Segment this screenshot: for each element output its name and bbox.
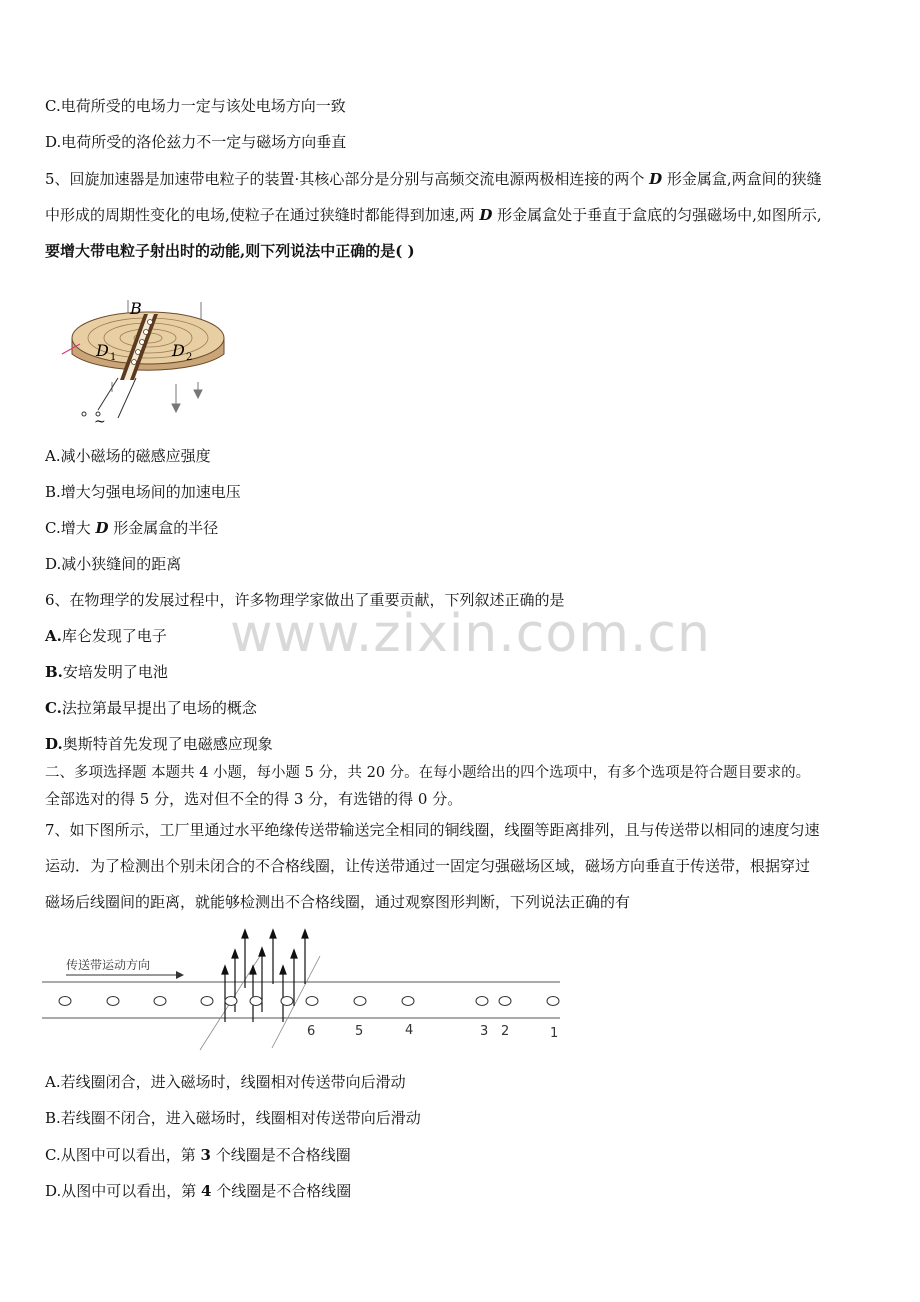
q5-stem-line1: [45, 169, 822, 189]
coil-label-4: 4: [405, 1023, 414, 1038]
q7-stem-line1: 7、如下图所示，工厂里通过水平绝缘传送带输送完全相同的铜线圈，线圈等距离排列，且与传送带以相同的速度匀速: [45, 821, 820, 839]
q4-option-d: D.电荷所受的洛伦兹力不一定与磁场方向垂直: [45, 133, 347, 151]
direction-label: 传送带运动方向: [66, 958, 151, 972]
q5-stem-line3: 要增大带电粒子射出时的动能,则下列说法中正确的是( ): [45, 242, 415, 260]
option-text: C.从图中可以看出，第: [45, 1146, 201, 1164]
section2-heading-line2: 全部选对的得 5 分，选对但不全的得 3 分，有选错的得 0 分。: [45, 790, 463, 808]
coil-label-6: 6: [307, 1024, 316, 1039]
section2-heading-line1: 二、多项选择题 本题共 4 小题，每小题 5 分，共 20 分。在每小题给出的四个选项中，有多个选项是符合题目要求的。: [45, 765, 811, 781]
q5-option-c: [45, 518, 218, 538]
d2-subscript: 2: [186, 352, 193, 363]
b-field-label: B: [130, 299, 142, 318]
option-text: D.从图中可以看出，第: [45, 1182, 202, 1200]
d2-label: D: [172, 341, 185, 360]
q5-italic-d: D: [649, 170, 663, 188]
option-text: 个线圈是不合格线圈: [210, 1146, 351, 1164]
q5-text: 形金属盒,两盒间的狭缝: [662, 170, 822, 188]
option-letter: C.: [45, 699, 62, 717]
option-text: 库仑发现了电子: [61, 627, 167, 645]
q5-italic-d: D: [479, 206, 493, 224]
q5-text: 中形成的周期性变化的电场,使粒子在通过狭缝时都能得到加速,两: [45, 206, 480, 224]
q6-option-d: [45, 734, 273, 754]
option-number: 4: [201, 1182, 212, 1200]
option-text: 个线圈是不合格线圈: [211, 1182, 352, 1200]
option-text: 法拉第最早提出了电场的概念: [61, 699, 257, 717]
option-number: 3: [200, 1146, 211, 1164]
option-text: 奥斯特首先发现了电磁感应现象: [62, 735, 273, 753]
coil-label-1: 1: [550, 1026, 559, 1041]
q7-option-a: A.若线圈闭合，进入磁场时，线圈相对传送带向后滑动: [45, 1073, 406, 1091]
d1-label: D: [96, 341, 109, 360]
q6-option-b: [45, 662, 168, 682]
q6-option-a: [45, 626, 167, 646]
q6-option-c: [45, 698, 257, 718]
watermark: www.zixin.com.cn: [230, 604, 711, 664]
q6-stem: 6、在物理学的发展过程中，许多物理学家做出了重要贡献，下列叙述正确的是: [45, 591, 565, 609]
coil-label-2: 2: [501, 1024, 510, 1039]
q5-text: 形金属盒处于垂直于盒底的匀强磁场中,如图所示,: [492, 206, 822, 224]
d1-subscript: 1: [110, 352, 117, 363]
q4-option-c: C.电荷所受的电场力一定与该处电场方向一致: [45, 97, 346, 115]
option-letter: A.: [45, 627, 62, 645]
q7-option-b: B.若线圈不闭合，进入磁场时，线圈相对传送带向后滑动: [45, 1109, 421, 1127]
tilde-label: ~: [94, 414, 106, 430]
q5-text: 5、回旋加速器是加速带电粒子的装置·其核心部分是分别与高频交流电源两极相连接的两个: [45, 170, 650, 188]
q5-stem-line2: [45, 205, 822, 225]
option-letter: B.: [45, 663, 63, 681]
q5-text: 形金属盒的半径: [108, 519, 219, 537]
cyclotron-figure: [58, 292, 233, 432]
q5-option-b: B.增大匀强电场间的加速电压: [45, 483, 241, 501]
coil-label-5: 5: [355, 1024, 364, 1039]
conveyor-figure: [40, 926, 565, 1052]
option-text: 安培发明了电池: [62, 663, 168, 681]
option-letter: D.: [45, 735, 63, 753]
q7-option-c: [45, 1145, 351, 1165]
q5-italic-d: D: [95, 519, 109, 537]
q7-stem-line2: 运动．为了检测出个别未闭合的不合格线圈，让传送带通过一固定匀强磁场区域，磁场方向垂直于传送带，根据穿过: [45, 857, 811, 875]
coil-label-3: 3: [480, 1024, 489, 1039]
q5-option-a: A.减小磁场的磁感应强度: [45, 447, 211, 465]
q5-text: C.增大: [45, 519, 96, 537]
q5-option-d: D.减小狭缝间的距离: [45, 555, 182, 573]
q7-option-d: [45, 1181, 351, 1201]
q7-stem-line3: 磁场后线圈间的距离，就能够检测出不合格线圈，通过观察图形判断，下列说法正确的有: [45, 893, 631, 911]
